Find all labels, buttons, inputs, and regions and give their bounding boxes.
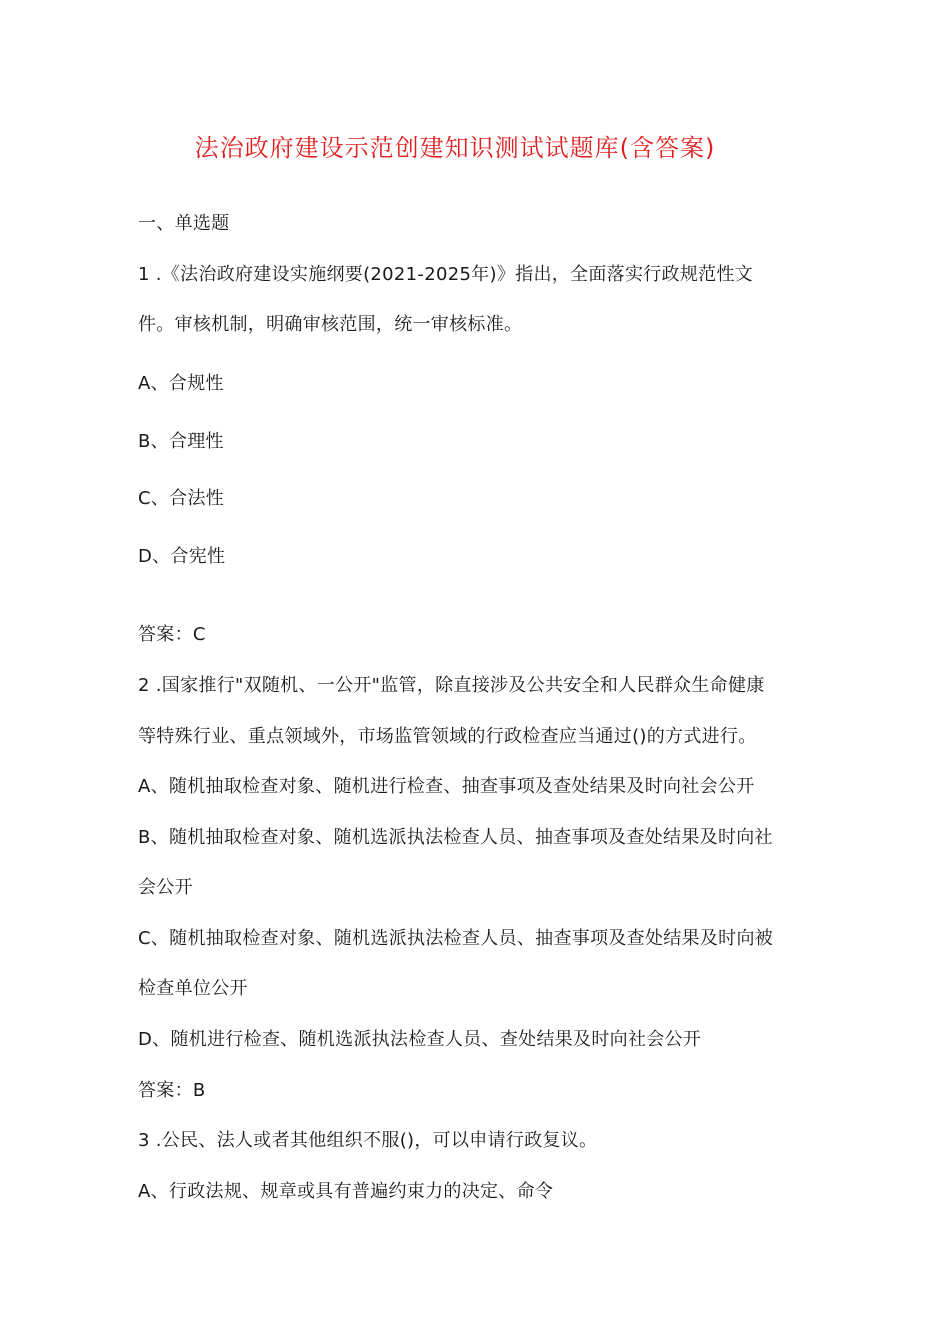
question-1-option-d: D、合宪性: [138, 546, 226, 567]
question-2-option-b-line-1: B、随机抽取检查对象、随机选派执法检查人员、抽查事项及查处结果及时向社: [138, 827, 773, 848]
question-2-option-b-line-2: 会公开: [138, 877, 193, 898]
question-2-option-c-line-2: 检查单位公开: [138, 978, 248, 999]
question-2-stem-line-2: 等特殊行业、重点领域外，市场监管领域的行政检查应当通过()的方式进行。: [138, 726, 757, 747]
question-2-option-a: A、随机抽取检查对象、随机进行检查、抽查事项及查处结果及时向社会公开: [138, 776, 755, 797]
question-1-option-b: B、合理性: [138, 431, 224, 452]
document-title: 法治政府建设示范创建知识测试试题库(含答案): [194, 134, 716, 162]
question-1-option-c: C、合法性: [138, 488, 225, 509]
question-1-stem-line-2: 件。审核机制，明确审核范围，统一审核标准。: [138, 314, 523, 335]
section-heading: 一、单选题: [138, 213, 230, 234]
question-1-answer: 答案：C: [138, 624, 206, 645]
question-2-answer: 答案：B: [138, 1080, 206, 1101]
question-1-stem-line-1: 1 .《法治政府建设实施纲要(2021-2025年)》指出，全面落实行政规范性文: [138, 264, 754, 285]
question-3-stem: 3 .公民、法人或者其他组织不服()，可以申请行政复议。: [138, 1130, 598, 1151]
question-3-option-a: A、行政法规、规章或具有普遍约束力的决定、命令: [138, 1181, 554, 1202]
question-2-option-d: D、随机进行检查、随机选派执法检查人员、查处结果及时向社会公开: [138, 1029, 702, 1050]
question-1-option-a: A、合规性: [138, 373, 224, 394]
question-2-stem-line-1: 2 .国家推行"双随机、一公开"监管，除直接涉及公共安全和人民群众生命健康: [138, 675, 765, 696]
question-2-option-c-line-1: C、随机抽取检查对象、随机选派执法检查人员、抽查事项及查处结果及时向被: [138, 928, 774, 949]
